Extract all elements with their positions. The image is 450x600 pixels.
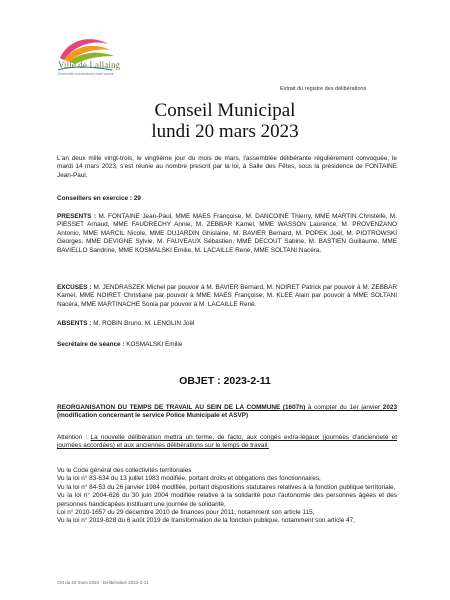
vu-line: Loi n° 2010-1657 du 29 décembre 2010 de finances pour 2011, notamment son article 115, [57,509,315,517]
excuses-section [57,284,397,309]
attention-prefix: Attention : [57,434,91,441]
reorg-title: REORGANISATION DU TEMPS DE TRAVAIL AU SEIN DE LA COMMUNE (1607h) [57,404,306,411]
presents-label: PRESENTS : [57,213,97,220]
conseillers-count: Conseillers en exercice : 29 [57,195,141,202]
vu-line: Vu la loi n° 2019-828 du 6 août 2019 de transformation de la fonction publique, notamment son article 47, [57,517,355,525]
presents-section [57,213,397,255]
secretaire-label: Secrétaire de séance : [57,341,125,348]
attention-text: La nouvelle délibération mettra un terme, de facto, aux congés extra-légaux (journées d'ancienneté et journées accordées) et aux anciennes délibérations sur le temps de travail. [57,434,398,450]
absents-list: M. ROBIN Bruno, M. LENGLIN Joël [91,320,195,327]
reorg-note: (modification concernant le service Police Municipale et ASVP) [57,412,249,420]
presents-list: M. FONTAINE Jean-Paul, MME MAES Françoise, M. DANCOINE Thierry, MME MARTIN Christelle, M. PIESSET Arnaud, MME FAUDRECHY Annie, M. ZEBBAR Kamel, MME WASSON Laurence, M. PROVENZANO Antonio, MME MARCIL Nicole, MME DUJARDIN Ghislaine, M. BAVIER Bernard, M. POPEK Joël, M. PIOTROWSKI Georges, MME DEVIGNE Sylvie, M. FAUVEAUX Sébastien, MME DECOUT Sabine, M. BASTIEN Guillaume, MME BAVIELLO Sandrine, MME KOSMALSKI Emilie, M. LACAILLE René, MME SOLTANI Nacéra. [57,213,397,254]
vu-line: Vu le Code général des collectivités territoriales [57,467,192,474]
reorg-date: à compter du 1er janvier [305,404,383,411]
attention-section [57,434,397,451]
reorg-section [57,404,397,421]
conseillers-section [57,195,397,203]
page-footer: CM du 20 mars 2023 - Délibération 2023-2-11 [57,580,149,585]
vu-line: Vu la loi n° 84-53 du 26 janvier 1984 modifiée, portant dispositions statutaires relatives à la fonction publique territoriale, [57,483,396,491]
excuses-label: EXCUSES : [57,284,92,291]
presents-paragraph [57,213,397,255]
vu-section [57,467,397,526]
intro-paragraph: L'an deux mille vingt-trois, le vingtième jour du mois de mars, l'assemblée délibérante régulièrement convoquée, le mardi 14 mars 2023, s'est réunie au nombre prescrit par la loi, à Salle des Fêtes, sous la présidence de FONTAINE Jean-Paul. [57,155,397,179]
logo-name: Ville de Lallaing [58,60,121,70]
excuses-list: M. JENDRASZEK Michel par pouvoir à M. BAVIER Bernard, M. NOIRET Patrick par pouvoir à M. ZEBBAR Kamel, MME NOIRET Christiane par pouvoir à MME MAES Françoise, M. KLEE Alain par pouvoir à MME SOLTANI Nacéra, MME MARTINACHE Sonia par pouvoir à M. LACAILLE René. [57,284,397,308]
intro-section [57,155,397,180]
vu-line: Vu la loi n° 2004-626 du 30 juin 2004 modifiée relative à la solidarité pour l'autonomie des personnes âgées et des personnes handicapées instituant une journée de solidarité, [57,492,397,508]
secretaire-paragraph [57,341,397,349]
page-title: Conseil Municipal [154,100,296,121]
page-date: lundi 20 mars 2023 [151,121,299,142]
absents-paragraph [57,320,397,328]
objet-heading: OBJET : 2023-2-11 [179,375,271,387]
extrait-label: Extrait du registre des délibérations [280,86,367,92]
absents-label: ABSENTS : [57,320,92,327]
lallaing-logo-icon [50,30,125,85]
excuses-paragraph [57,284,397,309]
logo-subtitle: Ensemble construisons notre avenir [58,72,114,76]
reorg-year: 2023 [382,404,398,411]
absents-section [57,320,397,328]
reorg-paragraph [57,404,397,421]
vu-line: Vu la loi n° 83-634 du 13 juillet 1983 modifiée, portant droits et obligations des fonctionnaires, [57,475,321,483]
secretaire-name: KOSMALSKI Emilie [124,341,183,348]
attention-paragraph [57,434,397,451]
secretaire-section [57,341,397,349]
